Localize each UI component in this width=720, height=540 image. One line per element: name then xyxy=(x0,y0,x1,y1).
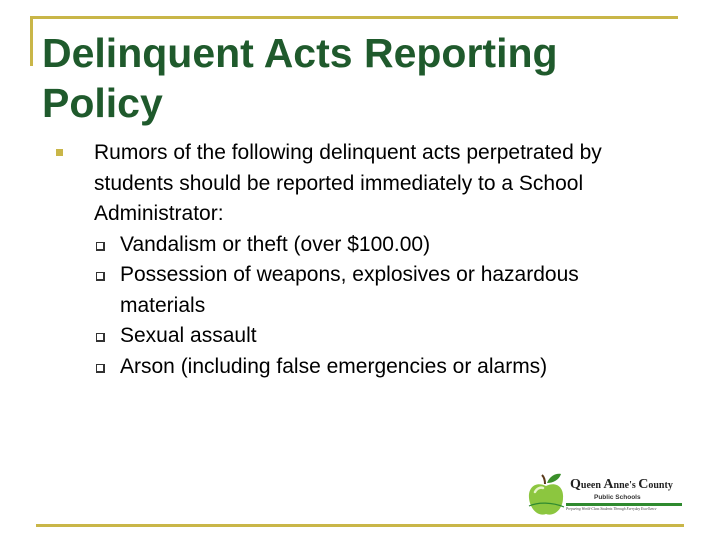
apple-icon xyxy=(526,472,566,518)
school-district-logo xyxy=(526,470,686,520)
frame-top-line xyxy=(30,16,678,19)
box-bullet-icon xyxy=(96,242,105,251)
sub-bullet-text: Arson (including false emergencies or alarms) xyxy=(120,354,548,378)
sub-bullet-text: Possession of weapons, explosives or hazardous materials xyxy=(120,263,579,317)
main-bullet-text: Rumors of the following delinquent acts perpetrated by students should be reported immediately to a School Administrator: xyxy=(94,141,602,225)
slide-title: Delinquent Acts Reporting Policy xyxy=(42,30,558,126)
sub-bullet-item xyxy=(94,321,656,352)
square-bullet-icon xyxy=(56,149,63,156)
slide-body xyxy=(56,138,656,382)
logo-tagline: Preparing World-Class Students Through Everyday Excellence xyxy=(566,507,657,511)
box-bullet-icon xyxy=(96,364,105,373)
sub-bullet-text: Vandalism or theft (over $100.00) xyxy=(120,232,431,256)
frame-left-line xyxy=(30,16,33,66)
frame-bottom-line xyxy=(36,524,684,527)
sub-bullet-item xyxy=(94,352,656,383)
sub-bullet-text: Sexual assault xyxy=(120,324,257,347)
box-bullet-icon xyxy=(96,333,105,342)
sub-bullet-list xyxy=(94,230,656,383)
logo-subtitle: Public Schools xyxy=(594,494,641,501)
main-bullet xyxy=(56,138,656,382)
sub-bullet-item xyxy=(94,260,656,321)
logo-green-bar xyxy=(566,503,682,506)
sub-bullet-item xyxy=(94,230,656,261)
box-bullet-icon xyxy=(96,272,105,281)
logo-district-name: Queen Anne's County xyxy=(570,477,673,492)
